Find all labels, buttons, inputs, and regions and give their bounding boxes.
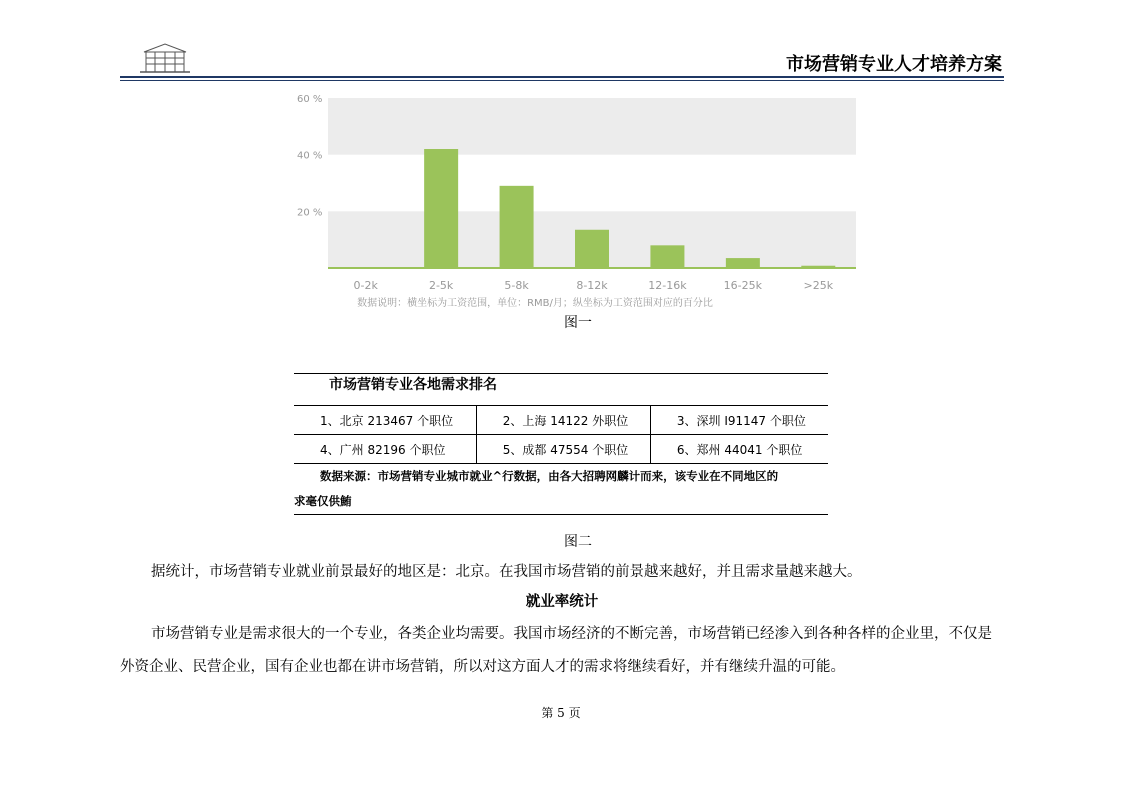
y-tick-label: 40 % bbox=[297, 150, 323, 162]
bar-16-25k bbox=[726, 258, 760, 268]
header-rule-thin bbox=[120, 80, 1004, 81]
paragraph-1: 据统计，市场营销专业就业前景最好的地区是：北京。在我国市场营销的前景越来越好，并且需求量越来越大。 bbox=[151, 564, 862, 580]
demand-ranking-table-block bbox=[294, 373, 828, 515]
x-tick-label: 2-5k bbox=[428, 279, 454, 292]
table-source-note bbox=[294, 464, 828, 515]
x-tick-label: 0-2k bbox=[353, 279, 378, 292]
document-title: 市场营销专业人才培养方案 bbox=[786, 54, 1002, 75]
table-row bbox=[294, 435, 828, 464]
page-number: 第 5 页 bbox=[541, 706, 581, 720]
paragraph-2: 市场营销专业是需求很大的一个专业，各类企业均需要。我国市场经济的不断完善，市场营销已经渗入到各种各样的企业里，不仅是外资企业、民营企业，国有企业也都在讲市场营销，所以对这方面人才的需求将继续看好，并有继续升温的可能。 bbox=[120, 626, 992, 675]
table-cell: 6、郑州 44041 个职位 bbox=[650, 435, 828, 464]
table-cell: 4、广州 82196 个职位 bbox=[294, 435, 476, 464]
salary-distribution-chart bbox=[294, 94, 860, 316]
section-title: 就业率统计 bbox=[525, 594, 599, 610]
table-title: 市场营销专业各地需求排名 bbox=[294, 373, 828, 406]
table-row bbox=[294, 406, 828, 435]
page-header bbox=[120, 40, 1004, 82]
header-rule-thick bbox=[120, 76, 1004, 78]
x-tick-label: >25k bbox=[803, 279, 834, 292]
figure2-caption: 图二 bbox=[564, 534, 592, 550]
grid-band bbox=[328, 98, 856, 155]
y-tick-label: 20 % bbox=[297, 207, 323, 219]
chart-note: 数据说明：横坐标为工资范围，单位：RMB/月；纵坐标为工资范围对应的百分比 bbox=[357, 298, 713, 309]
table-cell: 3、深圳 I91147 个职位 bbox=[650, 406, 828, 435]
table-cell: 1、北京 213467 个职位 bbox=[294, 406, 476, 435]
source-line-1: 数据来源：市场营销专业城市就业^行数据，由各大招聘网麟计而来，该专业在不同地区的 bbox=[320, 469, 779, 483]
demand-ranking-table bbox=[294, 406, 828, 464]
x-tick-label: 8-12k bbox=[576, 279, 608, 292]
bar-2-5k bbox=[424, 149, 458, 268]
bar-12-16k bbox=[650, 245, 684, 268]
x-tick-label: 12-16k bbox=[648, 279, 687, 292]
x-tick-label: 16-25k bbox=[723, 279, 763, 292]
bar-5-8k bbox=[500, 186, 534, 268]
building-logo-icon bbox=[140, 42, 190, 76]
figure1-caption: 图一 bbox=[564, 315, 592, 331]
y-tick-label: 60 % bbox=[297, 94, 323, 105]
source-line-2: 求毫仅供鮪 bbox=[294, 494, 352, 508]
table-cell: 5、成都 47554 个职位 bbox=[476, 435, 650, 464]
x-tick-label: 5-8k bbox=[504, 279, 529, 292]
table-cell: 2、上海 14122 外职位 bbox=[476, 406, 650, 435]
bar-8-12k bbox=[575, 230, 609, 268]
